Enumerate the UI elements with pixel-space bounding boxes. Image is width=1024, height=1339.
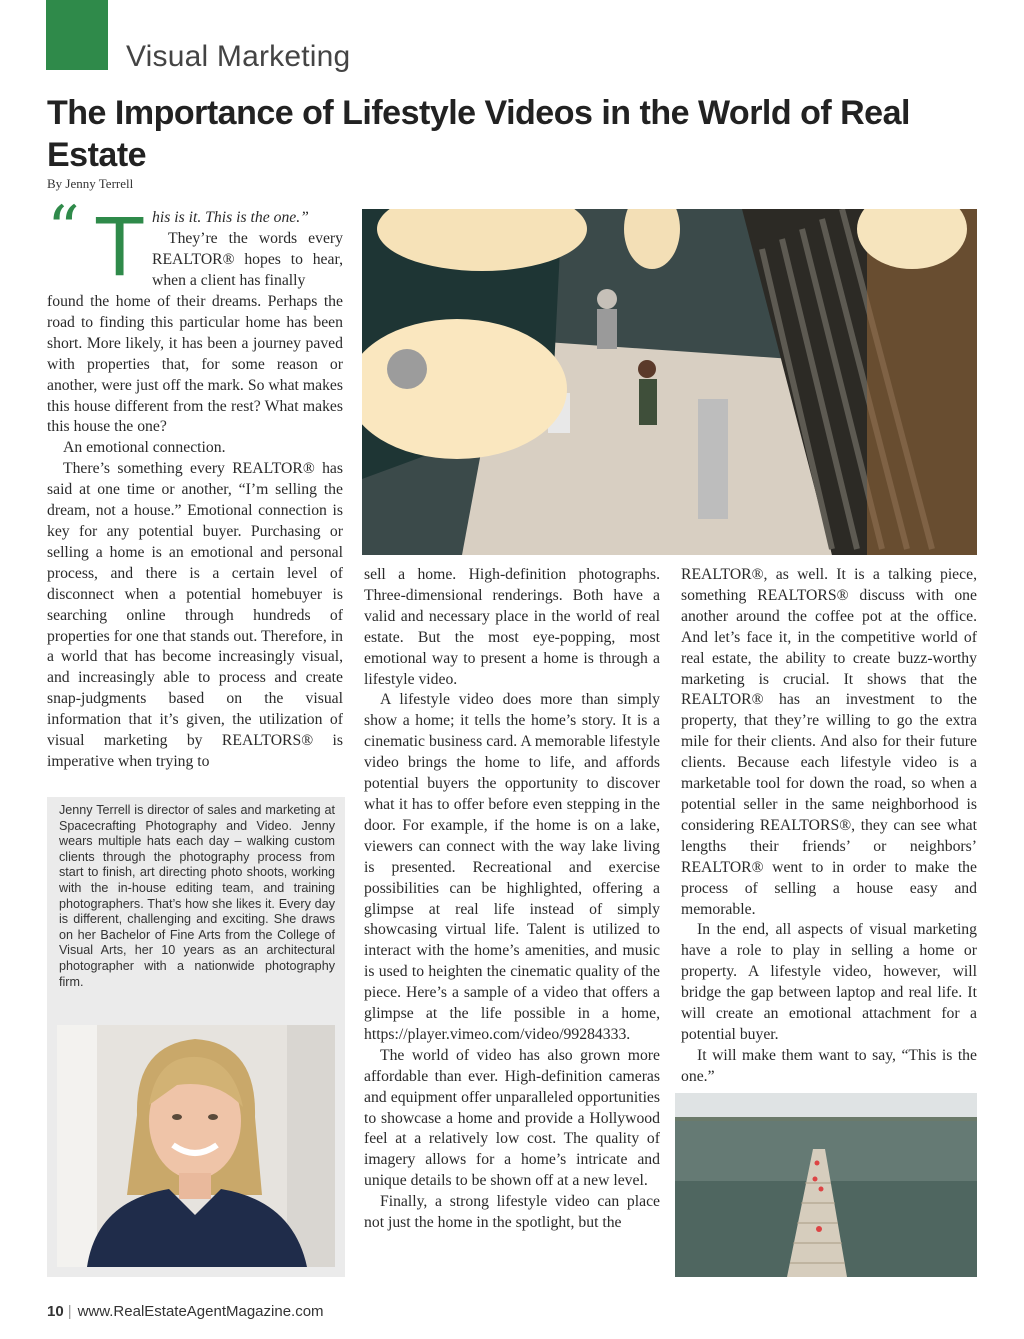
intro-line-1: his is it. This is the one.” xyxy=(152,209,309,226)
column-3 xyxy=(681,565,977,1088)
magazine-url: www.RealEstateAgentMagazine.com xyxy=(77,1303,324,1320)
column-1 xyxy=(47,292,343,773)
paragraph: REALTOR®, as well. It is a talking piece, something REALTORS® discuss with one another around the coffee pot at the office. And let’s face it, in the competitive world of real estate, the ability to create buzz-worthy marketing is crucial. It shows that the REALTOR® has an investment to the property, that they’re willing to go the extra mile for their clients. And also for their future clients. Because each lifestyle video is a marketable tool for down the road, so when a potential seller in the same neighborhood is considering REALTORS®, they can see what lengths their friends’ or neighbors’ REALTOR® went to in order to make the process of selling a house easy and memorable. xyxy=(681,566,977,918)
author-bio-box xyxy=(47,797,345,1277)
paragraph: A lifestyle video does more than simply show a home; it tells the home’s story. It is a cinematic business card. A memorable lifestyle video brings the home to life, and affords potential buyers the opportunity to discover what it has to offer before even stepping in the door. For example, if the home is on a lake, viewers can connect with the way lake living is presented. Recreational and exercise possibilities can be highlighted, offering a glimpse at real life instead of simply showcasing virtual life. Talent is utilized to interact with the home’s amenities, and music is used to heighten the cinematic quality of the piece. Here’s a sample of a video that offers a glimpse at the life possible in a home, https://player.vimeo.com/video/99284333. xyxy=(364,691,660,1043)
page-number: 10 xyxy=(47,1303,64,1320)
drop-quote-mark: “ xyxy=(47,193,80,267)
byline: By Jenny Terrell xyxy=(47,176,134,191)
paragraph: It will make them want to say, “This is the one.” xyxy=(681,1046,977,1085)
lake-dock-photo xyxy=(675,1093,977,1277)
paragraph: In the end, all aspects of visual marketing have a role to play in selling a home or property. A lifestyle video, however, will bridge the gap between laptop and real life. It will create an emotional attachment for a potential buyer. xyxy=(681,921,977,1043)
paragraph: found the home of their dreams. Perhaps the road to finding this particular home has been short. More likely, it has been a journey paved with properties that, for some reason or another, were just off the mark. So what makes this house different from the rest? What makes this house the one? xyxy=(47,293,343,436)
column-2 xyxy=(364,565,660,1234)
interior-staircase-photo xyxy=(362,209,977,555)
paragraph: sell a home. High-definition photographs. Three-dimensional renderings. Both have a valid and necessary place in the world of real estate. But the most eye-popping, most emotional way to present a home is through a lifestyle video. xyxy=(364,566,660,688)
section-label: Visual Marketing xyxy=(126,40,351,73)
section-color-block xyxy=(46,0,108,70)
intro-line-2: They’re the words every REALTOR® hopes to hear, when a client has finally xyxy=(152,229,343,289)
intro-lines xyxy=(152,208,343,292)
paragraph: An emotional connection. xyxy=(63,439,226,457)
drop-cap-letter: T xyxy=(94,199,146,293)
article-title: The Importance of Lifestyle Videos in the World of Real Estate xyxy=(47,94,910,174)
paragraph: Finally, a strong lifestyle video can place not just the home in the spotlight, but the xyxy=(364,1193,660,1232)
paragraph: There’s something every REALTOR® has said at one time or another, “I’m selling the dream, not a house.” Emotional connection is key for any potential buyer. Purchasing or selling a home is an emotional and personal process, and there is a certain level of disconnect when a potential homebuyer is searching online through hundreds of properties for one that stands out. Therefore, in a world that has become increasingly visual, and increasingly able to process and create snap-judgments based on the visual information that it’s given, the utilization of visual marketing by REALTORS® is imperative when trying to xyxy=(47,460,343,770)
paragraph: The world of video has also grown more affordable than ever. High-definition cameras and equipment offer unparalleled opportunities to showcase a home and provide a Hollywood feel at a relatively low cost. The quality of imagery allows for a home’s intricate and unique details to be shown off at a new level. xyxy=(364,1046,660,1190)
footer-divider: | xyxy=(67,1303,72,1320)
author-portrait-photo xyxy=(57,1025,335,1267)
author-bio: Jenny Terrell is director of sales and marketing at Spacecrafting Photography and Video. Jenny wears multiple hats each day – walking custom clients through the photography process from start to finish, art directing photo shoots, working with the in-house editing team, and training photographers. That’s how she likes it. Every day is different, challenging and exciting. She draws on her Bachelor of Fine Arts from the College of Visual Arts, her 10 years as an architectural photographer with a nationwide photography firm. xyxy=(59,803,335,989)
page-footer xyxy=(47,1303,324,1320)
